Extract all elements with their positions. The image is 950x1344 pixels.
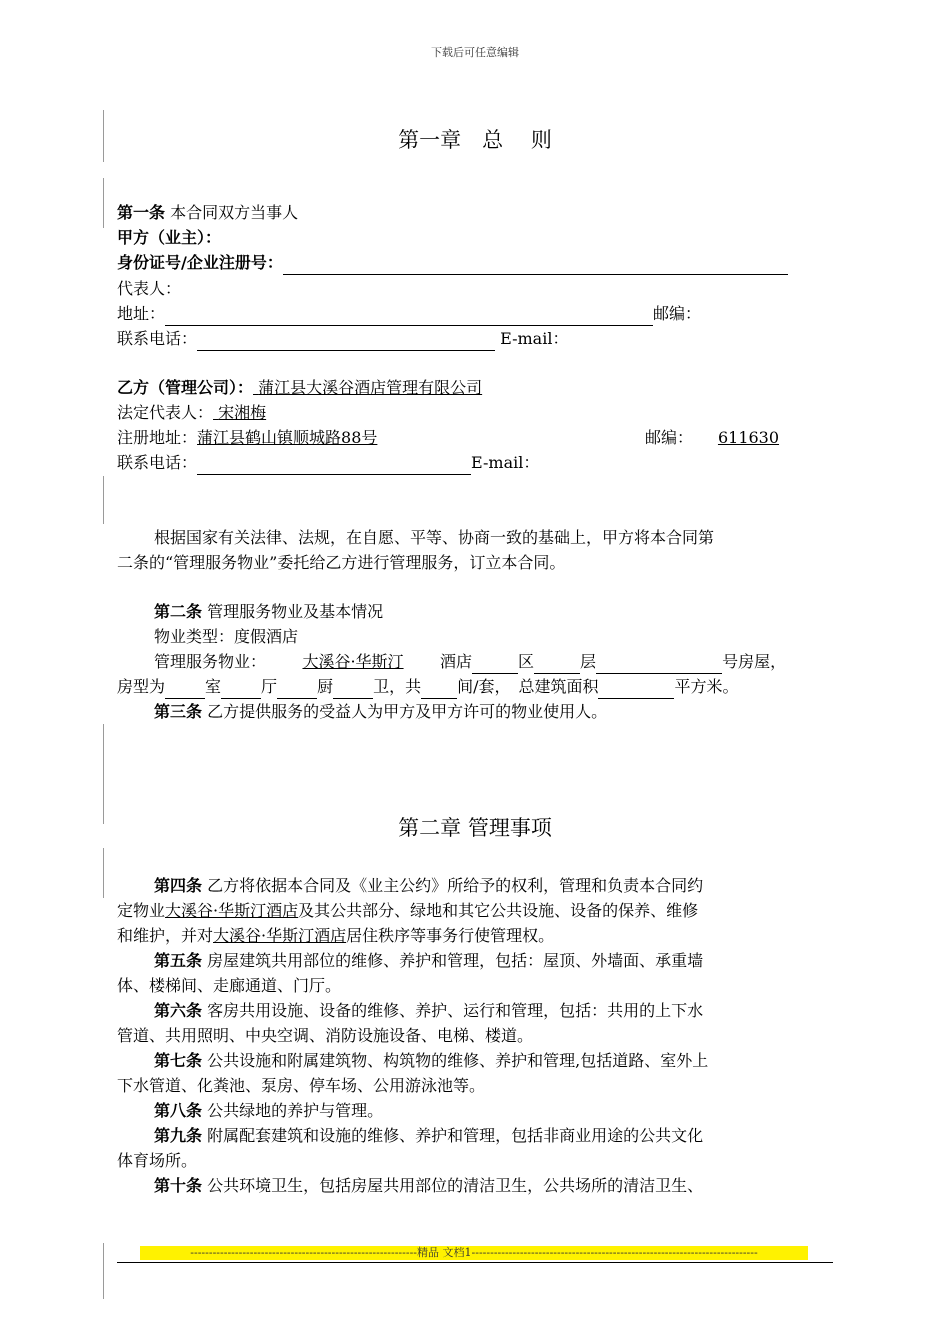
id-field[interactable] [283,256,788,275]
party-b-phone-row [117,450,539,475]
footer-rule [117,1262,833,1263]
halls-field[interactable] [221,680,261,699]
article-5-line-2: 体、楼梯间、走廊通道、门厅。 [117,976,342,995]
article-label: 第二条 [154,602,203,621]
margin-bar [103,848,104,898]
property-link: 大溪谷·华斯汀酒店 [213,926,347,945]
rooms-field[interactable] [165,680,205,699]
kitchen-field[interactable] [277,680,317,699]
rooms-label: 室 [205,677,222,696]
article-5 [154,948,703,973]
zip-label: 邮编： [653,304,702,323]
footer-label: 精品 文档 [417,1246,465,1259]
kitchen-label: 厨 [317,677,334,696]
party-b-row [117,375,482,400]
party-a-phone-row [117,326,568,351]
article-6 [154,998,703,1023]
floor-label: 层 [580,652,597,671]
article-label: 第八条 [154,1101,203,1120]
article-text: 乙方提供服务的受益人为甲方及甲方许可的物业使用人。 [207,702,608,721]
margin-bar [103,1243,104,1299]
area-label: 间/套， 总建筑面积 [457,677,599,696]
party-a-rep-label: 代表人： [117,279,182,298]
article-label: 第一条 [117,203,166,222]
bath-label: 卫，共 [373,677,422,696]
phone-field[interactable] [197,332,495,351]
email-label: E-mail： [471,453,540,472]
reg-address: 蒲江县鹤山镇顺城路88号 [197,428,378,447]
article-text: 客房共用设施、设备的维修、养护、运行和管理，包括：共用的上下水 [207,1001,704,1020]
chapter2-title: 第二章 管理事项 [398,816,552,840]
reg-address-label: 注册地址： [117,428,198,447]
email-label: E-mail： [500,329,569,348]
article-label: 第四条 [154,876,203,895]
halls-label: 厅 [261,677,278,696]
article-text: 附属配套建筑和设施的维修、养护和管理，包括非商业用途的公共文化 [207,1126,704,1145]
margin-bar [103,476,104,524]
article-text: 本合同双方当事人 [170,203,299,222]
article-text: 管理服务物业及基本情况 [207,602,384,621]
bath-field[interactable] [333,680,373,699]
zone-label: 区 [518,652,535,671]
article-label: 第五条 [154,951,203,970]
article-label: 第三条 [154,702,203,721]
article-6-line-2: 管道、共用照明、中央空调、消防设施设备、电梯、楼道。 [117,1026,534,1045]
room-field[interactable] [596,655,722,674]
intro-line-1: 根据国家有关法律、法规，在自愿、平等、协商一致的基础上，甲方将本合同第 [154,528,715,547]
room-label: 号房屋， [722,652,787,671]
per-set-field[interactable] [421,680,457,699]
hotel-label: 酒店 [440,652,473,671]
article-label: 第七条 [154,1051,203,1070]
article-3 [154,699,607,724]
property-type: 物业类型：度假酒店 [154,627,299,646]
id-label: 身份证号/企业注册号： [117,253,283,272]
page-number: 1 [464,1246,472,1259]
article-text: 公共设施和附属建筑物、构筑物的维修、养护和管理,包括道路、室外上 [207,1051,709,1070]
area-field[interactable] [598,680,674,699]
article-text: 公共环境卫生，包括房屋共用部位的清洁卫生，公共场所的清洁卫生、 [207,1176,704,1195]
party-b-rep-row [117,400,266,425]
article-label: 第十条 [154,1176,203,1195]
zip-value: 611630 [717,428,780,447]
party-a-label: 甲方（业主）： [117,228,222,247]
article-9-line-2: 体育场所。 [117,1151,198,1170]
address-label: 地址： [117,304,166,323]
article-9 [154,1123,703,1148]
article-label: 第九条 [154,1126,203,1145]
article-7-line-2: 下水管道、化粪池、泵房、停车场、公用游泳池等。 [117,1076,486,1095]
zone-field[interactable] [472,655,518,674]
margin-bar [103,724,104,824]
article-text: 房屋建筑共用部位的维修、养护和管理，包括：屋顶、外墙面、承重墙 [207,951,704,970]
phone-label: 联系电话： [117,453,198,472]
party-a-address-row [117,301,701,326]
margin-bar [103,178,104,228]
property-link: 大溪谷·华斯汀酒店 [165,901,299,920]
sqm-label: 平方米。 [674,677,739,696]
footer-text: -------------------------------------------------------------精品 文档1----------------------------------------------------------------------------- [190,1246,758,1259]
article-4-line-3: 和维护，并对大溪谷·华斯汀酒店居住秩序等事务行使管理权。 [117,926,555,945]
article-8 [154,1098,383,1123]
property-name: 大溪谷·华斯汀 [302,652,404,671]
article-4 [154,873,703,898]
property-label: 管理服务物业： [154,652,267,671]
header-note: 下载后可任意编辑 [431,46,519,59]
phone-field[interactable] [197,456,471,475]
party-a-id-row [117,250,788,275]
phone-label: 联系电话： [117,329,198,348]
rep-name: 宋湘梅 [218,403,267,422]
article-text: 乙方将依据本合同及《业主公约》所给予的权利，管理和负责本合同约 [207,876,704,895]
room-type-row [117,674,739,699]
article-2 [154,599,383,624]
article-1 [117,200,298,225]
property-row [154,649,786,674]
rep-label: 法定代表人： [117,403,214,422]
article-label: 第六条 [154,1001,203,1020]
article-text: 公共绿地的养护与管理。 [207,1101,384,1120]
article-4-line-2: 定物业大溪谷·华斯汀酒店及其公共部分、绿地和其它公共设施、设备的保养、维修 [117,901,699,920]
party-b-label: 乙方（管理公司）： [117,378,254,397]
zip-label: 邮编： [645,428,694,447]
room-type-label: 房型为 [117,677,166,696]
chapter1-title: 第一章 总 则 [398,128,552,152]
party-b-address-row [117,425,779,450]
party-b-name: 蒲江县大溪谷酒店管理有限公司 [258,378,483,397]
article-7 [154,1048,708,1073]
floor-field[interactable] [534,655,580,674]
address-field[interactable] [165,307,653,326]
article-10 [154,1173,703,1198]
intro-line-2: 二条的“管理服务物业”委托给乙方进行管理服务，订立本合同。 [117,553,566,572]
